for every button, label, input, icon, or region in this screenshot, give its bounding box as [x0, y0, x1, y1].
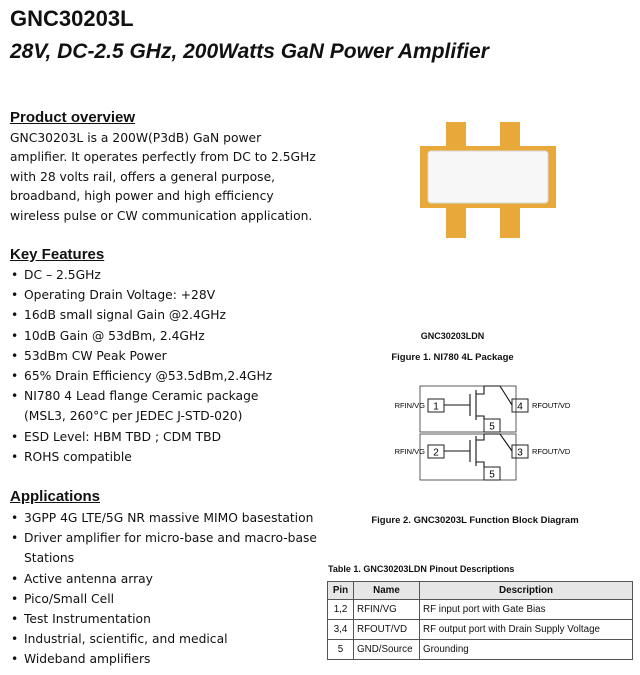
list-item: • Industrial, scientific, and medical: [10, 629, 340, 649]
transistor-bottom: [444, 434, 512, 467]
list-item: • 10dB Gain @ 53dBm, 2.4GHz: [10, 326, 330, 346]
list-item: • 3GPP 4G LTE/5G NR massive MIMO basestation: [10, 508, 340, 528]
product-subtitle: 28V, DC-2.5 GHz, 200Watts GaN Power Amplifier: [10, 40, 489, 63]
applications-heading: Applications: [10, 488, 101, 505]
pin-4-label: 4: [517, 401, 523, 413]
pin-1-label: 1: [433, 401, 439, 413]
lead-top-left: [446, 122, 466, 148]
table-caption: Table 1. GNC30203LDN Pinout Descriptions: [328, 564, 515, 574]
table-row: [328, 620, 633, 640]
table-header-row: [328, 582, 633, 600]
table-row: [328, 600, 633, 620]
lead-bottom-left: [446, 206, 466, 238]
figure-2-caption: Figure 2. GNC30203L Function Block Diagram: [371, 515, 579, 526]
figure-1-caption: Figure 1. NI780 4L Package: [391, 352, 514, 363]
features-list: [10, 265, 330, 467]
cell-pin: 5: [328, 640, 354, 660]
list-item: • NI780 4 Lead flange Ceramic package (MSL3, 260°C per JEDEC J-STD-020): [10, 386, 330, 426]
list-item: • 53dBm CW Peak Power: [10, 346, 330, 366]
port-label-rfout-bottom: RFOUT/VD: [532, 447, 571, 456]
list-item: • Wideband amplifiers: [10, 649, 340, 669]
package-body: [428, 151, 548, 203]
features-heading: Key Features: [10, 246, 105, 263]
pin-5-label-top: 5: [489, 421, 495, 433]
cell-name: RFIN/VG: [354, 600, 420, 620]
list-item: • 16dB small signal Gain @2.4GHz: [10, 305, 330, 325]
column-header-pin: Pin: [328, 582, 354, 600]
product-title: GNC30203L: [10, 6, 134, 31]
pin-2-label: 2: [433, 447, 439, 459]
pin-3-label: 3: [517, 447, 523, 459]
port-label-rfin-top: RFIN/VG: [394, 401, 425, 410]
device-label: GNC30203LDN: [420, 331, 485, 341]
list-item: • ROHS compatible: [10, 447, 330, 467]
lead-top-right: [500, 122, 520, 148]
overview-heading: Product overview: [10, 109, 136, 126]
column-header-description: Description: [420, 582, 633, 600]
cell-description: RF output port with Drain Supply Voltage: [420, 620, 633, 640]
list-item-continuation: (MSL3, 260°C per JEDEC J-STD-020): [24, 409, 243, 424]
table-row: [328, 640, 633, 660]
list-item: • ESD Level: HBM TBD ; CDM TBD: [10, 427, 330, 447]
list-item: • Operating Drain Voltage: +28V: [10, 285, 330, 305]
cell-name: GND/Source: [354, 640, 420, 660]
transistor-top: [444, 386, 512, 420]
lead-bottom-right: [500, 206, 520, 238]
cell-description: Grounding: [420, 640, 633, 660]
list-item-continuation: Stations: [24, 551, 75, 566]
cell-pin: 3,4: [328, 620, 354, 640]
list-item: • DC – 2.5GHz: [10, 265, 330, 285]
package-image: [418, 118, 558, 242]
port-label-rfout-top: RFOUT/VD: [532, 401, 571, 410]
list-item: • Test Instrumentation: [10, 609, 340, 629]
list-item: • Pico/Small Cell: [10, 589, 340, 609]
cell-description: RF input port with Gate Bias: [420, 600, 633, 620]
overview-text: GNC30203L is a 200W(P3dB) GaN power amplifier. It operates perfectly from DC to 2.5GHz with 28 volts rail, offers a general purpose, broadband, high power and high efficiency wireless pulse or CW communication application.: [10, 131, 316, 223]
pin-5-label-bottom: 5: [489, 469, 495, 481]
pinout-table: [327, 581, 633, 660]
cell-pin: 1,2: [328, 600, 354, 620]
column-header-name: Name: [354, 582, 420, 600]
list-item: • Driver amplifier for micro-base and macro-base Stations: [10, 528, 340, 568]
function-block-diagram: [370, 372, 600, 500]
cell-name: RFOUT/VD: [354, 620, 420, 640]
list-item: • Active antenna array: [10, 569, 340, 589]
applications-list: [10, 508, 340, 670]
list-item: • 65% Drain Efficiency @53.5dBm,2.4GHz: [10, 366, 330, 386]
port-label-rfin-bottom: RFIN/VG: [394, 447, 425, 456]
